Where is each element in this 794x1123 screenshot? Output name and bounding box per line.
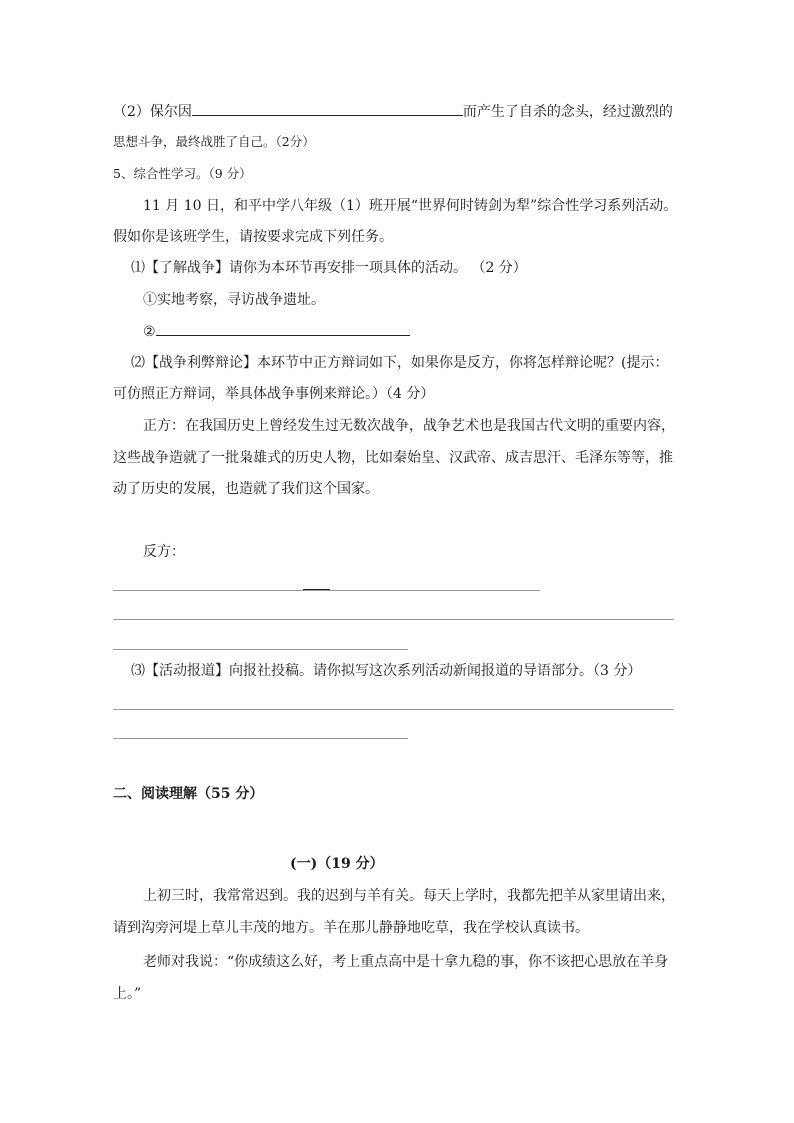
task1-option2	[143, 321, 410, 342]
answer-line[interactable]	[113, 709, 674, 710]
task1-option2-marker: ②	[143, 324, 156, 340]
answer-blank[interactable]	[192, 101, 463, 116]
task3-prompt: ⑶【活动报道】向报社投稿。请你拟写这次系列活动新闻报道的导语部分。（3 分）	[131, 663, 642, 679]
passage-p1-line1: 上初三时，我常常迟到。我的迟到与羊有关。每天上学时，我都先把羊从家里请出来，	[143, 888, 675, 904]
section2-heading: 二、阅读理解（55 分）	[113, 786, 264, 802]
zhengfang-line1: 正方：在我国历史上曾经发生过无数次战争，战争艺术也是我国古代文明的重要内容，	[143, 418, 675, 434]
task1-prompt: ⑴【了解战争】请你为本环节再安排一项具体的活动。 （2 分）	[131, 260, 527, 276]
answer-line-mark	[303, 589, 330, 590]
task1-option1: ①实地考察，寻访战争遗址。	[143, 292, 325, 308]
passage-p2-line1: 老师对我说：“你成绩这么好，考上重点高中是十拿九稳的事，你不该把心思放在羊身	[143, 954, 669, 970]
task2-prompt-line2: 可仿照正方辩词，举具体战争事例来辩论。）（4 分）	[113, 386, 435, 402]
passage-p2-line2: 上。”	[113, 986, 142, 1002]
q5-heading: 5、综合性学习。（9 分）	[113, 166, 252, 181]
fanfang-label: 反方：	[143, 544, 185, 560]
zhengfang-line2: 这些战争造就了一批枭雄式的历史人物，比如秦始皇、汉武帝、成吉思汗、毛泽东等等，推	[113, 450, 673, 466]
answer-line[interactable]	[113, 619, 674, 620]
part1-title: (一)（19 分）	[290, 856, 384, 872]
q4-2-prefix: （2）保尔因	[113, 104, 192, 120]
answer-line[interactable]	[113, 738, 408, 739]
q4-2-suffix: 而产生了自杀的念头，经过激烈的	[462, 104, 673, 120]
zhengfang-line3: 动了历史的发展，也造就了我们这个国家。	[113, 481, 379, 497]
answer-blank[interactable]	[156, 321, 410, 336]
task2-prompt-line1: ⑵【战争利弊辩论】本环节中正方辩词如下，如果你是反方，你将怎样辩论呢？(提示：	[131, 355, 669, 371]
q4-2-line2: 思想斗争，最终战胜了自己。（2分）	[113, 134, 315, 149]
answer-line[interactable]	[113, 649, 408, 650]
q5-intro-line2: 假如你是该班学生，请按要求完成下列任务。	[113, 229, 393, 245]
q4-2-line1	[113, 101, 673, 122]
q5-intro-line1: 11 月 10 日，和平中学八年级（1）班开展“世界何时铸剑为犁”综合性学习系列活动。	[143, 198, 678, 214]
answer-line[interactable]	[113, 590, 540, 591]
passage-p1-line2: 请到沟旁河堤上草儿丰茂的地方。羊在那儿静静地吃草，我在学校认真读书。	[113, 920, 589, 936]
